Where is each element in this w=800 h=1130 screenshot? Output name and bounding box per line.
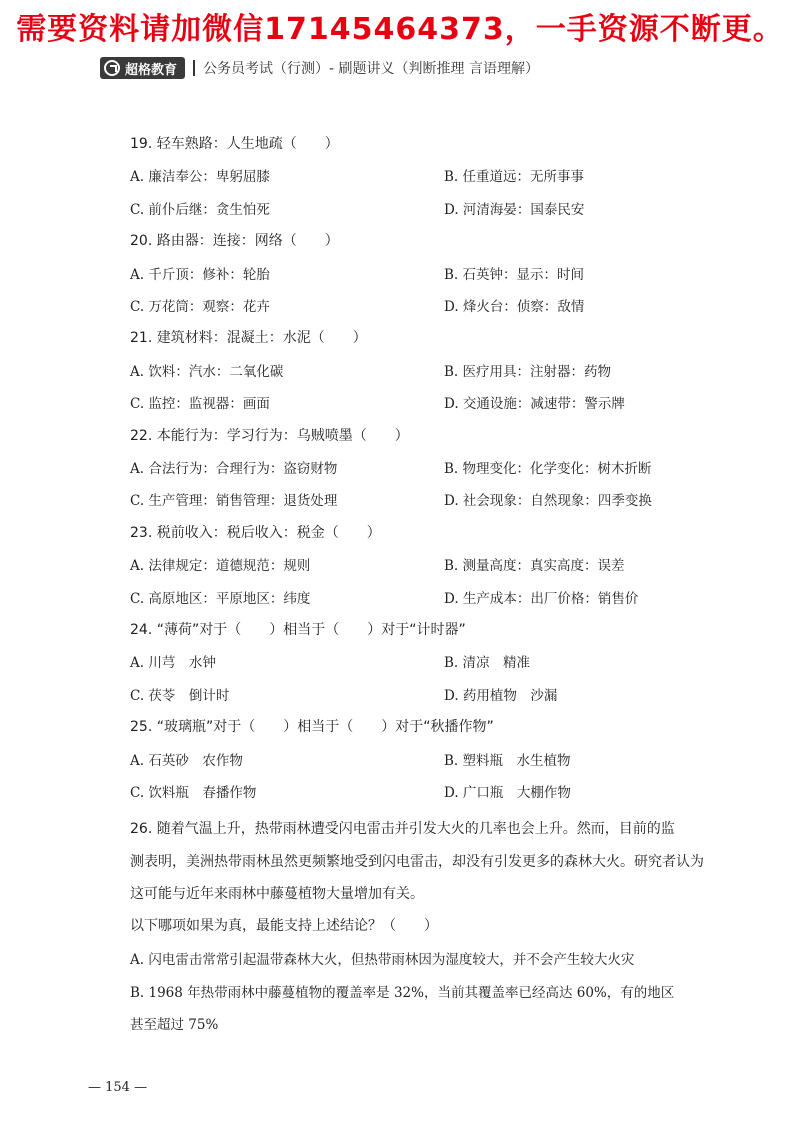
question-option: D. 交通设施：减速带：警示牌	[444, 396, 625, 413]
question-stem: 22. 本能行为：学习行为：乌贼喷墨（ ）	[130, 427, 409, 444]
question-option: A. 廉洁奉公：卑躬屈膝	[130, 169, 270, 186]
question-option: D. 生产成本：出厂价格：销售价	[444, 590, 639, 607]
question-option: B. 任重道远：无所事事	[444, 169, 585, 186]
question-option: C. 茯苓 倒计时	[130, 687, 230, 704]
question-option: C. 高原地区：平原地区：纬度	[130, 590, 311, 607]
question-option: A. 千斤顶：修补：轮胎	[130, 266, 270, 283]
question-stem: 21. 建筑材料：混凝土：水泥（ ）	[130, 330, 367, 347]
question-option: B. 清凉 精准	[444, 655, 531, 672]
page-number: — 154 —	[88, 1080, 148, 1095]
question-stem: 25. “玻璃瓶”对于（ ）相当于（ ）对于“秋播作物”	[130, 719, 494, 736]
question-option: C. 万花筒：观察：花卉	[130, 299, 270, 315]
q26-paragraph-line: 测表明，美洲热带雨林虽然更频繁地受到闪电雷击，却没有引发更多的森林大火。研究者认为	[130, 854, 704, 870]
q26-paragraph-line: 26. 随着气温上升，热带雨林遭受闪电雷击并引发大火的几率也会上升。然而，目前的监	[130, 821, 675, 837]
question-option: D. 社会现象：自然现象：四季变换	[444, 493, 652, 510]
question-option: C. 饮料瓶 春播作物	[130, 785, 257, 801]
question-option: A. 石英砂 农作物	[130, 752, 243, 769]
question-option: C. 前仆后继：贪生怕死	[130, 201, 270, 218]
question-option: B. 医疗用具：注射器：药物	[444, 363, 612, 380]
question-option: B. 物理变化：化学变化：树木折断	[444, 461, 652, 477]
question-option: B. 石英钟：显示：时间	[444, 266, 585, 283]
watermark-banner: 需要资料请加微信17145464373，一手资源不断更。	[16, 12, 784, 47]
question-option: B. 测量高度：真实高度：误差	[444, 558, 625, 575]
header-title: 公务员考试（行测）- 刷题讲义（判断推理 言语理解）	[203, 61, 539, 77]
q26-option-b-line: B. 1968 年热带雨林中藤蔓植物的覆盖率是 32%，当前其覆盖率已经高达 60%，有的地区	[130, 985, 675, 1001]
logo	[100, 57, 185, 79]
question-option: D. 河清海晏：国泰民安	[444, 201, 585, 218]
page-header	[100, 56, 539, 80]
logo-text: 超格教育	[125, 62, 178, 78]
question-option: B. 塑料瓶 水生植物	[444, 752, 571, 769]
q26-option-a: A. 闪电雷击常常引起温带森林大火，但热带雨林因为湿度较大，并不会产生较大火灾	[130, 952, 635, 968]
question-stem: 24. “薄荷”对于（ ）相当于（ ）对于“计时器”	[130, 622, 466, 638]
q26-prompt: 以下哪项如果为真，最能支持上述结论？（ ）	[130, 918, 438, 934]
q26-option-b-line: 甚至超过 75%	[130, 1017, 219, 1033]
question-stem: 23. 税前收入：税后收入：税金（ ）	[130, 524, 381, 541]
header-divider	[193, 60, 195, 76]
question-option: D. 药用植物 沙漏	[444, 687, 558, 704]
question-option: A. 川芎 水钟	[130, 655, 216, 672]
question-option: D. 烽火台：侦察：敌情	[444, 299, 585, 315]
question-option: C. 监控：监视器：画面	[130, 396, 270, 413]
question-stem: 20. 路由器：连接：网络（ ）	[130, 233, 339, 250]
question-option: A. 饮料：汽水：二氧化碳	[130, 363, 284, 380]
question-option: D. 广口瓶 大棚作物	[444, 785, 571, 801]
question-option: C. 生产管理：销售管理：退货处理	[130, 493, 338, 510]
logo-icon	[104, 60, 120, 76]
q26-paragraph-line: 这可能与近年来雨林中藤蔓植物大量增加有关。	[130, 886, 424, 902]
question-stem: 19. 轻车熟路：人生地疏（ ）	[130, 136, 339, 152]
question-option: A. 法律规定：道德规范：规则	[130, 558, 311, 575]
question-option: A. 合法行为：合理行为：盗窃财物	[130, 461, 338, 477]
